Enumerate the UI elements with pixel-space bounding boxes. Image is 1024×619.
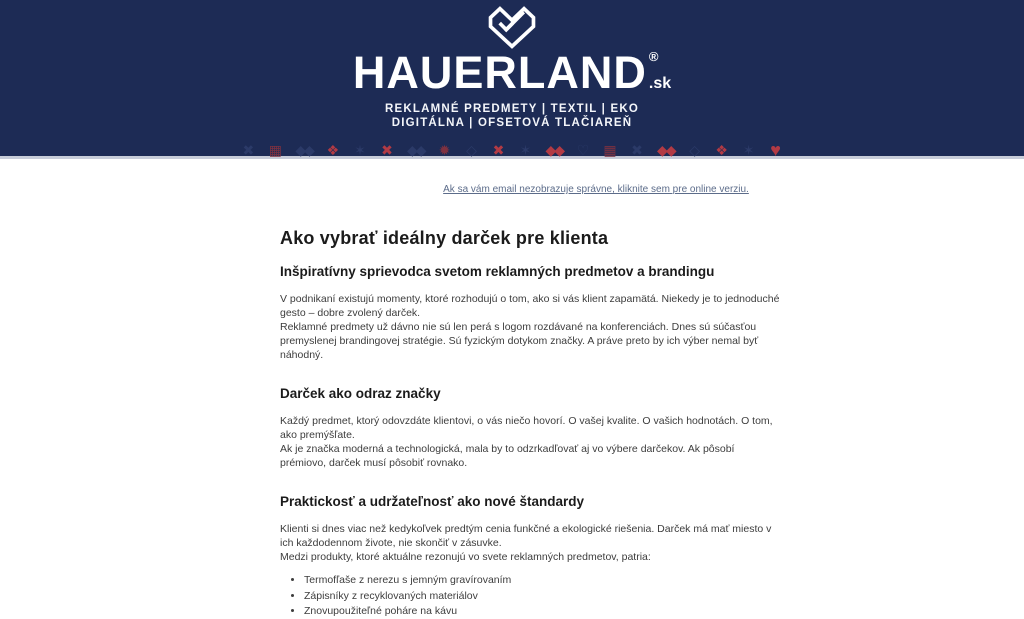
folk-grid-icon: ▦: [603, 142, 617, 158]
folk-star-icon: ✶: [519, 142, 532, 158]
article: [280, 228, 780, 619]
hauerland-heart-small-icon: ♥: [770, 140, 781, 160]
folk-diamonds-icon: ◆◆: [545, 142, 564, 158]
paragraph: Reklamné predmety už dávno nie sú len perá s logom rozdávané na konferenciách. Dnes sú súčasťou premyslenej brandingovej stratégie. Sú fyzickým dotykom značky. A práve preto by ich výber nemal byť náhodný.: [280, 321, 759, 361]
online-version-link[interactable]: Ak sa vám email nezobrazuje správne, kliknite sem pre online verziu.: [443, 184, 749, 195]
folk-diamonds-icon: ◆◆: [657, 142, 675, 158]
folk-star-icon: ✶: [354, 142, 366, 158]
email-header: [0, 0, 1024, 159]
folk-diamonds-icon: ◆◆: [295, 142, 313, 158]
list-item: • Termofľaše z nerezu s jemným gravírovaním: [304, 573, 780, 588]
paragraph: Medzi produkty, ktoré aktuálne rezonujú vo svete reklamných predmetov, patria:: [280, 551, 651, 563]
page-title: Ako vybrať ideálny darček pre klienta: [280, 228, 609, 248]
folk-cross-icon: ✖: [242, 142, 255, 158]
brand-wordmark: [0, 47, 1024, 98]
folk-cross-icon: ✖: [492, 142, 505, 158]
registered-mark: ®: [648, 49, 659, 64]
folk-rosette-icon: ✹: [438, 142, 451, 158]
folk-diamond-icon: ◇: [466, 142, 477, 158]
tagline-line-1: REKLAMNÉ PREDMETY | TEXTIL | EKO: [385, 103, 639, 115]
folk-diamond-icon: ◇: [689, 142, 700, 158]
list-item: • Znovupoužiteľné poháre na kávu: [304, 604, 780, 619]
brand-tld: .sk: [648, 75, 672, 92]
paragraph: V podnikaní existujú momenty, ktoré rozhodujú o tom, ako si vás klient zapamätá. Niekedy je to jednoduché gesto – dobre zvolený darček.: [280, 293, 780, 319]
folk-gate-icon: ▦: [268, 142, 283, 158]
section-heading-brand-reflection: Darček ako odraz značky: [280, 386, 441, 401]
folk-ornament-strip: [0, 139, 1024, 161]
tagline-line-2: DIGITÁLNA | OFSETOVÁ TLAČIAREŇ: [391, 117, 633, 129]
article-subtitle: Inšpiratívny sprievodca svetom reklamných predmetov a brandingu: [280, 264, 715, 279]
brand-name: HAUERLAND: [352, 47, 647, 98]
folk-diamonds-icon: ◆◆: [406, 142, 425, 158]
email-body: [280, 159, 912, 619]
online-version-row: [280, 159, 912, 197]
product-list: [280, 573, 780, 619]
folk-cross-icon: ✖: [631, 142, 643, 158]
list-item: • Zápisníky z recyklovaných materiálov: [304, 589, 780, 604]
practicality-section: [280, 522, 780, 564]
paragraph: Klienti si dnes viac než kedykoľvek predtým cenia funkčné a ekologické riešenia. Darček má mať miesto v ich každodennom živote, nie skončiť v zásuvke.: [280, 523, 772, 549]
paragraph: Každý predmet, ktorý odovzdáte klientovi, o vás niečo hovorí. O vašej kvalite. O vašich hodnotách. O tom, ako premýšľate.: [280, 415, 773, 441]
folk-ornament-icon: ❖: [715, 142, 728, 158]
hauerland-heart-icon: [485, 5, 539, 49]
folk-star-icon: ✶: [742, 142, 755, 158]
intro-section: [280, 292, 780, 362]
folk-cross-icon: ✖: [381, 142, 393, 158]
section-heading-practicality: Praktickosť a udržateľnosť ako nové štandardy: [280, 494, 584, 509]
brand-reflection-section: [280, 414, 780, 470]
folk-ornament-icon: ❖: [326, 142, 340, 158]
paragraph: Ak je značka moderná a technologická, mala by to odzrkadľovať aj vo výbere darčekov. Ak pôsobí prémiovo, darček musí pôsobiť rovnako.: [280, 443, 735, 469]
folk-heart-icon: ♡: [576, 142, 590, 158]
